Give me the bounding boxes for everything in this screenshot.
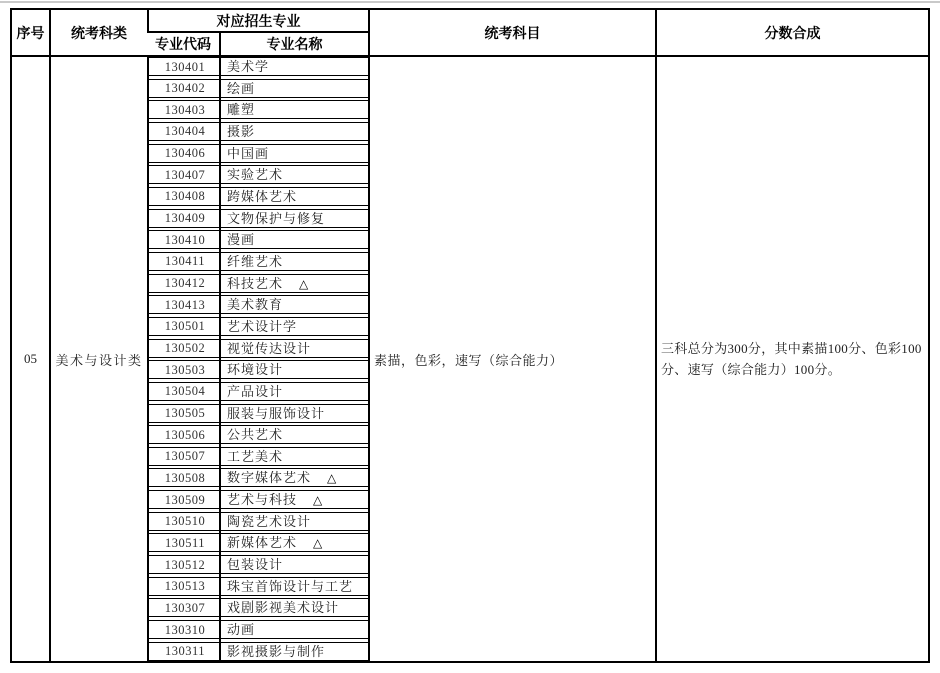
header-subjects: 统考科目 <box>368 10 655 57</box>
major-code: 130410 <box>164 232 206 247</box>
header-majors-group: 对应招生专业 <box>147 10 368 33</box>
major-name: 服装与服饰设计 <box>227 405 326 421</box>
major-name-cell <box>221 426 368 444</box>
major-name: 环境设计 <box>227 362 284 378</box>
major-row <box>149 209 368 228</box>
major-row <box>149 512 368 531</box>
major-name: 视觉传达设计 <box>227 340 312 356</box>
major-code: 130507 <box>164 449 206 464</box>
major-row <box>149 57 368 76</box>
major-name-cell <box>221 491 368 509</box>
subjects-value: 素描，色彩，速写（综合能力） <box>368 57 655 661</box>
major-name: 美术教育 <box>227 297 284 313</box>
majors-list <box>149 57 368 661</box>
major-code: 130407 <box>164 167 206 182</box>
major-name-cell <box>221 556 368 574</box>
delta-mark: △ <box>299 276 310 291</box>
major-name: 公共艺术 <box>227 427 284 443</box>
major-name-cell <box>221 123 368 141</box>
major-code: 130506 <box>164 427 206 442</box>
major-code: 130406 <box>164 146 206 161</box>
major-code: 130509 <box>164 492 206 507</box>
major-row <box>149 533 368 552</box>
major-name-cell <box>221 210 368 228</box>
major-row <box>149 382 368 401</box>
major-name-cell <box>221 296 368 314</box>
major-code: 130409 <box>164 211 206 226</box>
major-row <box>149 577 368 596</box>
major-name-cell <box>221 58 368 76</box>
major-row <box>149 252 368 271</box>
header-major-name: 专业名称 <box>219 33 368 57</box>
major-code: 130311 <box>164 644 206 659</box>
major-code: 130512 <box>164 557 206 572</box>
major-name: 工艺美术 <box>227 448 284 464</box>
major-name: 戏剧影视美术设计 <box>227 600 340 616</box>
major-name-cell <box>221 534 368 552</box>
major-code: 130502 <box>164 341 206 356</box>
major-row <box>149 317 368 336</box>
major-row <box>149 144 368 163</box>
majors-list-area <box>147 57 368 661</box>
major-name-cell <box>221 578 368 596</box>
major-name: 漫画 <box>227 232 256 248</box>
major-name: 新媒体艺术 <box>227 535 298 551</box>
exam-category-table <box>10 8 930 663</box>
major-name: 产品设计 <box>227 383 284 399</box>
major-code: 130508 <box>164 470 206 485</box>
major-name: 动画 <box>227 622 256 638</box>
major-code: 130404 <box>164 124 206 139</box>
major-code: 130408 <box>164 189 206 204</box>
delta-mark: △ <box>313 536 324 551</box>
major-name-cell <box>221 361 368 379</box>
major-name-cell <box>221 448 368 466</box>
header-category: 统考科类 <box>49 10 147 57</box>
major-row <box>149 79 368 98</box>
major-code: 130501 <box>164 319 206 334</box>
major-row <box>149 555 368 574</box>
code-name-divider <box>219 57 221 661</box>
major-row <box>149 274 368 293</box>
major-name-cell <box>221 383 368 401</box>
major-name: 雕塑 <box>227 102 256 118</box>
major-code: 130413 <box>164 297 206 312</box>
major-name-cell <box>221 188 368 206</box>
major-row <box>149 620 368 639</box>
header-serial: 序号 <box>12 10 49 57</box>
major-row <box>149 598 368 617</box>
major-name: 文物保护与修复 <box>227 210 326 226</box>
major-name-cell <box>221 145 368 163</box>
major-name-cell <box>221 599 368 617</box>
major-row <box>149 230 368 249</box>
score-value: 三科总分为300分，其中素描100分、色彩100分、速写（综合能力）100分。 <box>655 57 928 661</box>
category-value: 美术与设计类 <box>49 57 147 661</box>
major-name: 艺术与科技 <box>227 492 298 508</box>
major-name-cell <box>221 340 368 358</box>
major-code: 130402 <box>164 81 206 96</box>
major-code: 130412 <box>164 276 206 291</box>
major-name: 跨媒体艺术 <box>227 188 298 204</box>
major-name-cell <box>221 513 368 531</box>
major-row <box>149 642 368 661</box>
major-code: 130504 <box>164 384 206 399</box>
major-name: 艺术设计学 <box>227 318 298 334</box>
major-name: 纤维艺术 <box>227 253 284 269</box>
major-name-cell <box>221 643 368 661</box>
major-row <box>149 165 368 184</box>
header-major-code: 专业代码 <box>147 33 219 57</box>
major-row <box>149 339 368 358</box>
major-name: 摄影 <box>227 123 256 139</box>
major-code: 130505 <box>164 406 206 420</box>
major-name-cell <box>221 231 368 249</box>
page-edge-line <box>0 1 940 3</box>
major-code: 130310 <box>164 622 206 637</box>
major-name-cell <box>221 166 368 184</box>
major-code: 130401 <box>164 59 206 74</box>
major-name: 影视摄影与制作 <box>227 643 326 659</box>
major-row <box>149 360 368 379</box>
major-row <box>149 425 368 444</box>
major-name-cell <box>221 101 368 119</box>
header-score: 分数合成 <box>655 10 928 57</box>
serial-value: 05 <box>24 351 37 366</box>
major-name: 包装设计 <box>227 557 284 573</box>
major-name-cell <box>221 275 368 293</box>
major-code: 130503 <box>164 362 206 377</box>
major-name: 美术学 <box>227 59 270 74</box>
major-name-cell <box>221 405 368 423</box>
major-row <box>149 100 368 119</box>
major-row <box>149 404 368 423</box>
major-row <box>149 468 368 487</box>
major-name: 中国画 <box>227 145 270 161</box>
major-code: 130403 <box>164 102 206 117</box>
major-name-cell <box>221 80 368 98</box>
major-row <box>149 447 368 466</box>
major-name: 陶瓷艺术设计 <box>227 513 312 529</box>
major-row <box>149 122 368 141</box>
major-name-cell <box>221 621 368 639</box>
major-name-cell <box>221 253 368 271</box>
major-code: 130511 <box>164 535 206 550</box>
major-name-cell <box>221 469 368 487</box>
major-row <box>149 490 368 509</box>
major-name-cell <box>221 318 368 336</box>
major-row <box>149 295 368 314</box>
major-row <box>149 187 368 206</box>
major-code: 130510 <box>164 514 206 529</box>
major-code: 130411 <box>164 254 206 269</box>
major-code: 130307 <box>164 600 206 615</box>
major-name: 珠宝首饰设计与工艺 <box>227 578 354 594</box>
major-name: 数字媒体艺术 <box>227 470 312 486</box>
major-name: 绘画 <box>227 80 256 96</box>
major-name: 科技艺术 <box>227 275 284 291</box>
delta-mark: △ <box>327 471 338 486</box>
major-name: 实验艺术 <box>227 167 284 183</box>
delta-mark: △ <box>313 493 324 508</box>
major-code: 130513 <box>164 579 206 594</box>
